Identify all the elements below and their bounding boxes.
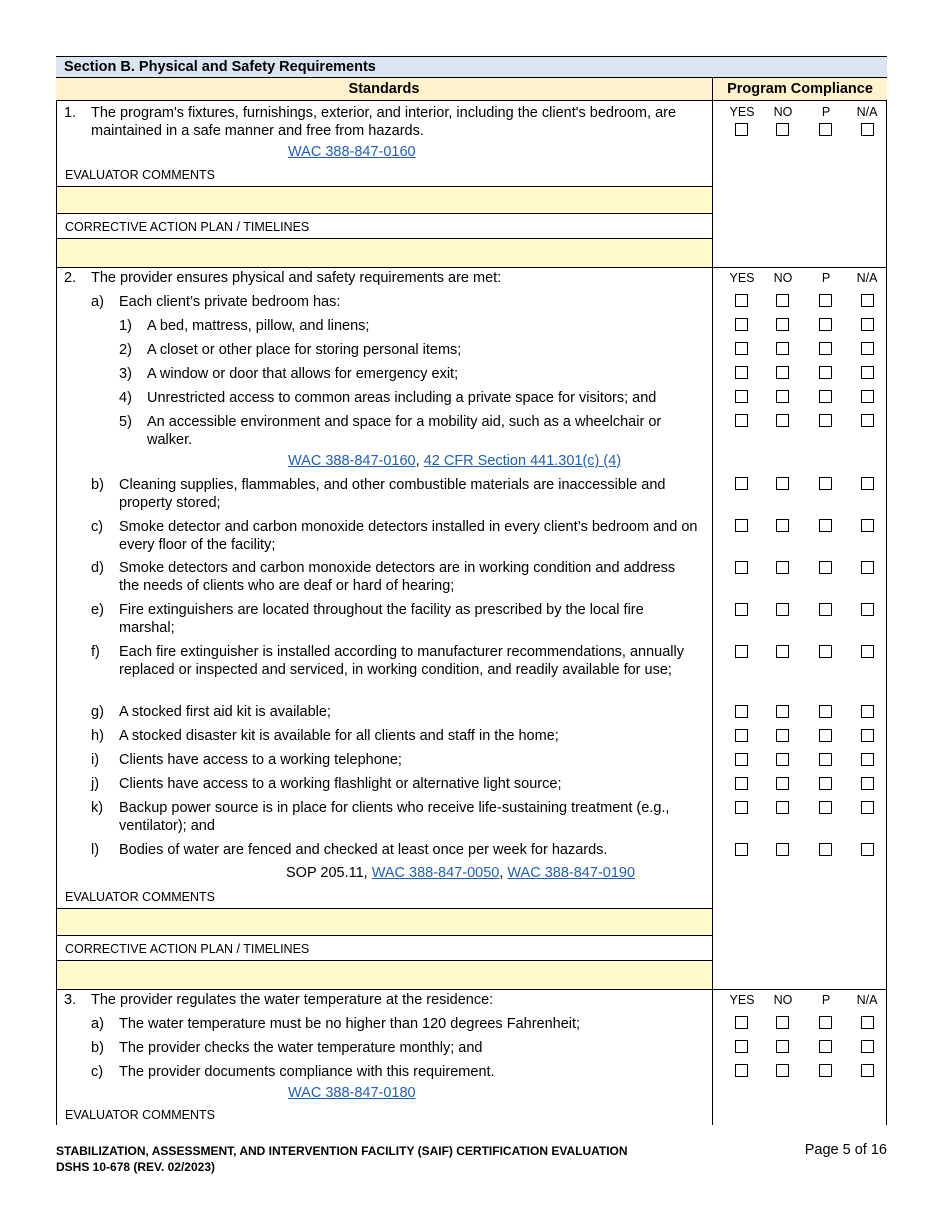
- no-checkbox[interactable]: [776, 342, 789, 355]
- sub-item-text: Backup power source is in place for clients who receive life-sustaining treatment (e.g., ventilator); and: [119, 800, 670, 834]
- no-checkbox[interactable]: [776, 390, 789, 403]
- sub-item-label: b): [91, 1040, 104, 1056]
- no-checkbox[interactable]: [776, 729, 789, 742]
- p-checkbox[interactable]: [819, 1064, 832, 1077]
- sub-item-label: d): [91, 560, 104, 576]
- p-checkbox[interactable]: [819, 519, 832, 532]
- sub-item-label: h): [91, 728, 104, 744]
- no-checkbox[interactable]: [776, 123, 789, 136]
- no-checkbox[interactable]: [776, 645, 789, 658]
- reference-link[interactable]: 42 CFR Section 441.301(c) (4): [423, 453, 622, 469]
- sub-item-label: k): [91, 800, 104, 816]
- p-checkbox[interactable]: [819, 318, 832, 331]
- sub-item-label: b): [91, 477, 104, 493]
- p-checkbox[interactable]: [819, 342, 832, 355]
- na-checkbox[interactable]: [861, 777, 874, 790]
- reference-link[interactable]: WAC 388-847-0050: [371, 865, 500, 881]
- no-checkbox[interactable]: [776, 519, 789, 532]
- na-checkbox[interactable]: [861, 645, 874, 658]
- evaluator-comments-label: EVALUATOR COMMENTS: [65, 890, 216, 904]
- na-checkbox[interactable]: [861, 705, 874, 718]
- sub-sub-label: 3): [119, 366, 132, 382]
- yes-checkbox[interactable]: [735, 801, 748, 814]
- yes-checkbox[interactable]: [735, 1064, 748, 1077]
- no-checkbox[interactable]: [776, 294, 789, 307]
- sub-item-text: Fire extinguishers are located throughout the facility as prescribed by the local fire marshal;: [119, 602, 644, 636]
- sub-item-text: A stocked disaster kit is available for all clients and staff in the home;: [119, 728, 559, 744]
- na-checkbox[interactable]: [861, 729, 874, 742]
- sub-item-label: l): [91, 842, 100, 858]
- p-checkbox[interactable]: [819, 1016, 832, 1029]
- no-checkbox[interactable]: [776, 843, 789, 856]
- sub-item-text: Each client’s private bedroom has:: [119, 294, 341, 310]
- no-header: NO: [773, 271, 793, 285]
- p-checkbox[interactable]: [819, 645, 832, 658]
- yes-checkbox[interactable]: [735, 477, 748, 490]
- p-checkbox[interactable]: [819, 801, 832, 814]
- na-header: N/A: [856, 105, 878, 119]
- p-header: P: [821, 993, 831, 1007]
- compliance-header: Program Compliance: [712, 78, 887, 101]
- na-checkbox[interactable]: [861, 342, 874, 355]
- p-checkbox[interactable]: [819, 390, 832, 403]
- no-checkbox[interactable]: [776, 477, 789, 490]
- corrective-action-field[interactable]: [57, 961, 712, 989]
- no-checkbox[interactable]: [776, 777, 789, 790]
- yes-header: YES: [729, 271, 755, 285]
- no-header: NO: [773, 105, 793, 119]
- sub-item-text: Bodies of water are fenced and checked at least once per week for hazards.: [119, 842, 608, 858]
- na-checkbox[interactable]: [861, 801, 874, 814]
- na-checkbox[interactable]: [861, 1040, 874, 1053]
- p-header: P: [821, 271, 831, 285]
- evaluator-comments-label: EVALUATOR COMMENTS: [65, 168, 216, 182]
- item-text: The provider regulates the water temperature at the residence:: [91, 992, 494, 1008]
- yes-checkbox[interactable]: [735, 1040, 748, 1053]
- yes-checkbox[interactable]: [735, 366, 748, 379]
- na-checkbox[interactable]: [861, 123, 874, 136]
- sub-sub-text: An accessible environment and space for a mobility aid, such as a wheelchair or walker.: [147, 414, 662, 448]
- evaluator-comments-label: EVALUATOR COMMENTS: [65, 1108, 216, 1122]
- na-header: N/A: [856, 993, 878, 1007]
- yes-checkbox[interactable]: [735, 645, 748, 658]
- na-checkbox[interactable]: [861, 519, 874, 532]
- sub-item-text: A stocked first aid kit is available;: [119, 704, 331, 720]
- yes-checkbox[interactable]: [735, 123, 748, 136]
- na-checkbox[interactable]: [861, 366, 874, 379]
- sub-sub-text: A closet or other place for storing personal items;: [147, 342, 462, 358]
- sub-item-label: e): [91, 602, 104, 618]
- na-header: N/A: [856, 271, 878, 285]
- sub-item-label: a): [91, 294, 104, 310]
- sub-item-text: The provider documents compliance with this requirement.: [119, 1064, 495, 1080]
- reference-links: SOP 205.11, WAC 388-847-0050, WAC 388-847-0190: [286, 865, 636, 881]
- yes-checkbox[interactable]: [735, 1016, 748, 1029]
- item-text: The program's fixtures, furnishings, exterior, and interior, including the client's bedroom, are maintained in a safe manner and free from hazards.: [91, 105, 677, 139]
- p-checkbox[interactable]: [819, 477, 832, 490]
- yes-checkbox[interactable]: [735, 603, 748, 616]
- page-number: Page 5 of 16: [804, 1142, 887, 1158]
- no-checkbox[interactable]: [776, 603, 789, 616]
- reference-link[interactable]: WAC 388-847-0190: [507, 865, 636, 881]
- sub-item-text: The water temperature must be no higher than 120 degrees Fahrenheit;: [119, 1016, 581, 1032]
- yes-checkbox[interactable]: [735, 519, 748, 532]
- p-checkbox[interactable]: [819, 561, 832, 574]
- yes-checkbox[interactable]: [735, 318, 748, 331]
- p-checkbox[interactable]: [819, 777, 832, 790]
- item-text: The provider ensures physical and safety requirements are met:: [91, 270, 502, 286]
- no-checkbox[interactable]: [776, 801, 789, 814]
- yes-checkbox[interactable]: [735, 390, 748, 403]
- yes-header: YES: [729, 993, 755, 1007]
- footer-form-number: DSHS 10-678 (REV. 02/2023): [56, 1160, 215, 1174]
- reference-link[interactable]: WAC 388-847-0160: [288, 453, 416, 469]
- reference-links: WAC 388-847-0160, 42 CFR Section 441.301(c) (4): [288, 453, 622, 469]
- na-checkbox[interactable]: [861, 477, 874, 490]
- sub-item-text: Each fire extinguisher is installed according to manufacturer recommendations, annually replaced or inspected and serviced, in working condition, and readily available for use;: [119, 644, 684, 678]
- na-checkbox[interactable]: [861, 1016, 874, 1029]
- divider: [56, 935, 712, 936]
- na-checkbox[interactable]: [861, 414, 874, 427]
- yes-checkbox[interactable]: [735, 705, 748, 718]
- p-checkbox[interactable]: [819, 753, 832, 766]
- yes-checkbox[interactable]: [735, 843, 748, 856]
- sub-item-label: f): [91, 644, 100, 660]
- sub-item-text: Smoke detectors and carbon monoxide detectors are in working condition and address the needs of clients who are deaf or hard of hearing;: [119, 560, 676, 594]
- sub-item-text: The provider checks the water temperature monthly; and: [119, 1040, 483, 1056]
- p-checkbox[interactable]: [819, 366, 832, 379]
- sub-item-text: Clients have access to a working telephone;: [119, 752, 402, 768]
- reference-link[interactable]: WAC 388-847-0180: [288, 1085, 416, 1101]
- yes-checkbox[interactable]: [735, 777, 748, 790]
- sub-sub-text: A bed, mattress, pillow, and linens;: [147, 318, 370, 334]
- section-title: Section B. Physical and Safety Requirements: [56, 56, 887, 78]
- yes-checkbox[interactable]: [735, 729, 748, 742]
- no-header: NO: [773, 993, 793, 1007]
- corrective-action-label: CORRECTIVE ACTION PLAN / TIMELINES: [65, 942, 310, 956]
- no-checkbox[interactable]: [776, 366, 789, 379]
- p-header: P: [821, 105, 831, 119]
- sub-item-text: Clients have access to a working flashlight or alternative light source;: [119, 776, 562, 792]
- na-checkbox[interactable]: [861, 561, 874, 574]
- p-checkbox[interactable]: [819, 414, 832, 427]
- evaluator-comments-field[interactable]: [57, 909, 712, 935]
- sub-sub-label: 4): [119, 390, 132, 406]
- yes-checkbox[interactable]: [735, 753, 748, 766]
- no-checkbox[interactable]: [776, 414, 789, 427]
- footer-form-title: STABILIZATION, ASSESSMENT, AND INTERVENTION FACILITY (SAIF) CERTIFICATION EVALUATION: [56, 1144, 628, 1158]
- na-checkbox[interactable]: [861, 294, 874, 307]
- sub-sub-label: 1): [119, 318, 132, 334]
- yes-header: YES: [729, 105, 755, 119]
- sub-item-label: c): [91, 1064, 104, 1080]
- no-checkbox[interactable]: [776, 1040, 789, 1053]
- sub-sub-label: 2): [119, 342, 132, 358]
- p-checkbox[interactable]: [819, 1040, 832, 1053]
- divider: [56, 213, 712, 214]
- no-checkbox[interactable]: [776, 561, 789, 574]
- corrective-action-label: CORRECTIVE ACTION PLAN / TIMELINES: [65, 220, 310, 234]
- p-checkbox[interactable]: [819, 294, 832, 307]
- column-divider: [712, 101, 713, 1125]
- sub-item-label: a): [91, 1016, 104, 1032]
- sub-item-label: c): [91, 519, 104, 535]
- na-checkbox[interactable]: [861, 390, 874, 403]
- na-checkbox[interactable]: [861, 318, 874, 331]
- divider: [56, 989, 887, 990]
- sub-item-label: j): [91, 776, 100, 792]
- p-checkbox[interactable]: [819, 843, 832, 856]
- p-checkbox[interactable]: [819, 729, 832, 742]
- no-checkbox[interactable]: [776, 705, 789, 718]
- yes-checkbox[interactable]: [735, 342, 748, 355]
- na-checkbox[interactable]: [861, 1064, 874, 1077]
- sub-sub-text: A window or door that allows for emergency exit;: [147, 366, 459, 382]
- item-number: 2.: [64, 270, 77, 286]
- sub-item-text: Smoke detector and carbon monoxide detectors installed in every client’s bedroom and on every floor of the facility;: [119, 519, 698, 553]
- sub-sub-label: 5): [119, 414, 132, 430]
- standards-header: Standards: [56, 78, 712, 101]
- yes-checkbox[interactable]: [735, 294, 748, 307]
- sub-item-text: Cleaning supplies, flammables, and other combustible materials are inaccessible and property stored;: [119, 477, 666, 511]
- no-checkbox[interactable]: [776, 1016, 789, 1029]
- sub-item-label: g): [91, 704, 104, 720]
- na-checkbox[interactable]: [861, 753, 874, 766]
- no-checkbox[interactable]: [776, 1064, 789, 1077]
- divider: [56, 267, 887, 268]
- na-checkbox[interactable]: [861, 603, 874, 616]
- item-number: 1.: [64, 105, 77, 121]
- item-number: 3.: [64, 992, 77, 1008]
- p-checkbox[interactable]: [819, 705, 832, 718]
- reference-link[interactable]: WAC 388-847-0160: [288, 144, 416, 160]
- yes-checkbox[interactable]: [735, 561, 748, 574]
- sub-item-label: i): [91, 752, 100, 768]
- evaluator-comments-field[interactable]: [57, 187, 712, 213]
- na-checkbox[interactable]: [861, 843, 874, 856]
- p-checkbox[interactable]: [819, 603, 832, 616]
- yes-checkbox[interactable]: [735, 414, 748, 427]
- no-checkbox[interactable]: [776, 753, 789, 766]
- no-checkbox[interactable]: [776, 318, 789, 331]
- corrective-action-field[interactable]: [57, 239, 712, 267]
- sub-sub-text: Unrestricted access to common areas including a private space for visitors; and: [147, 390, 657, 406]
- p-checkbox[interactable]: [819, 123, 832, 136]
